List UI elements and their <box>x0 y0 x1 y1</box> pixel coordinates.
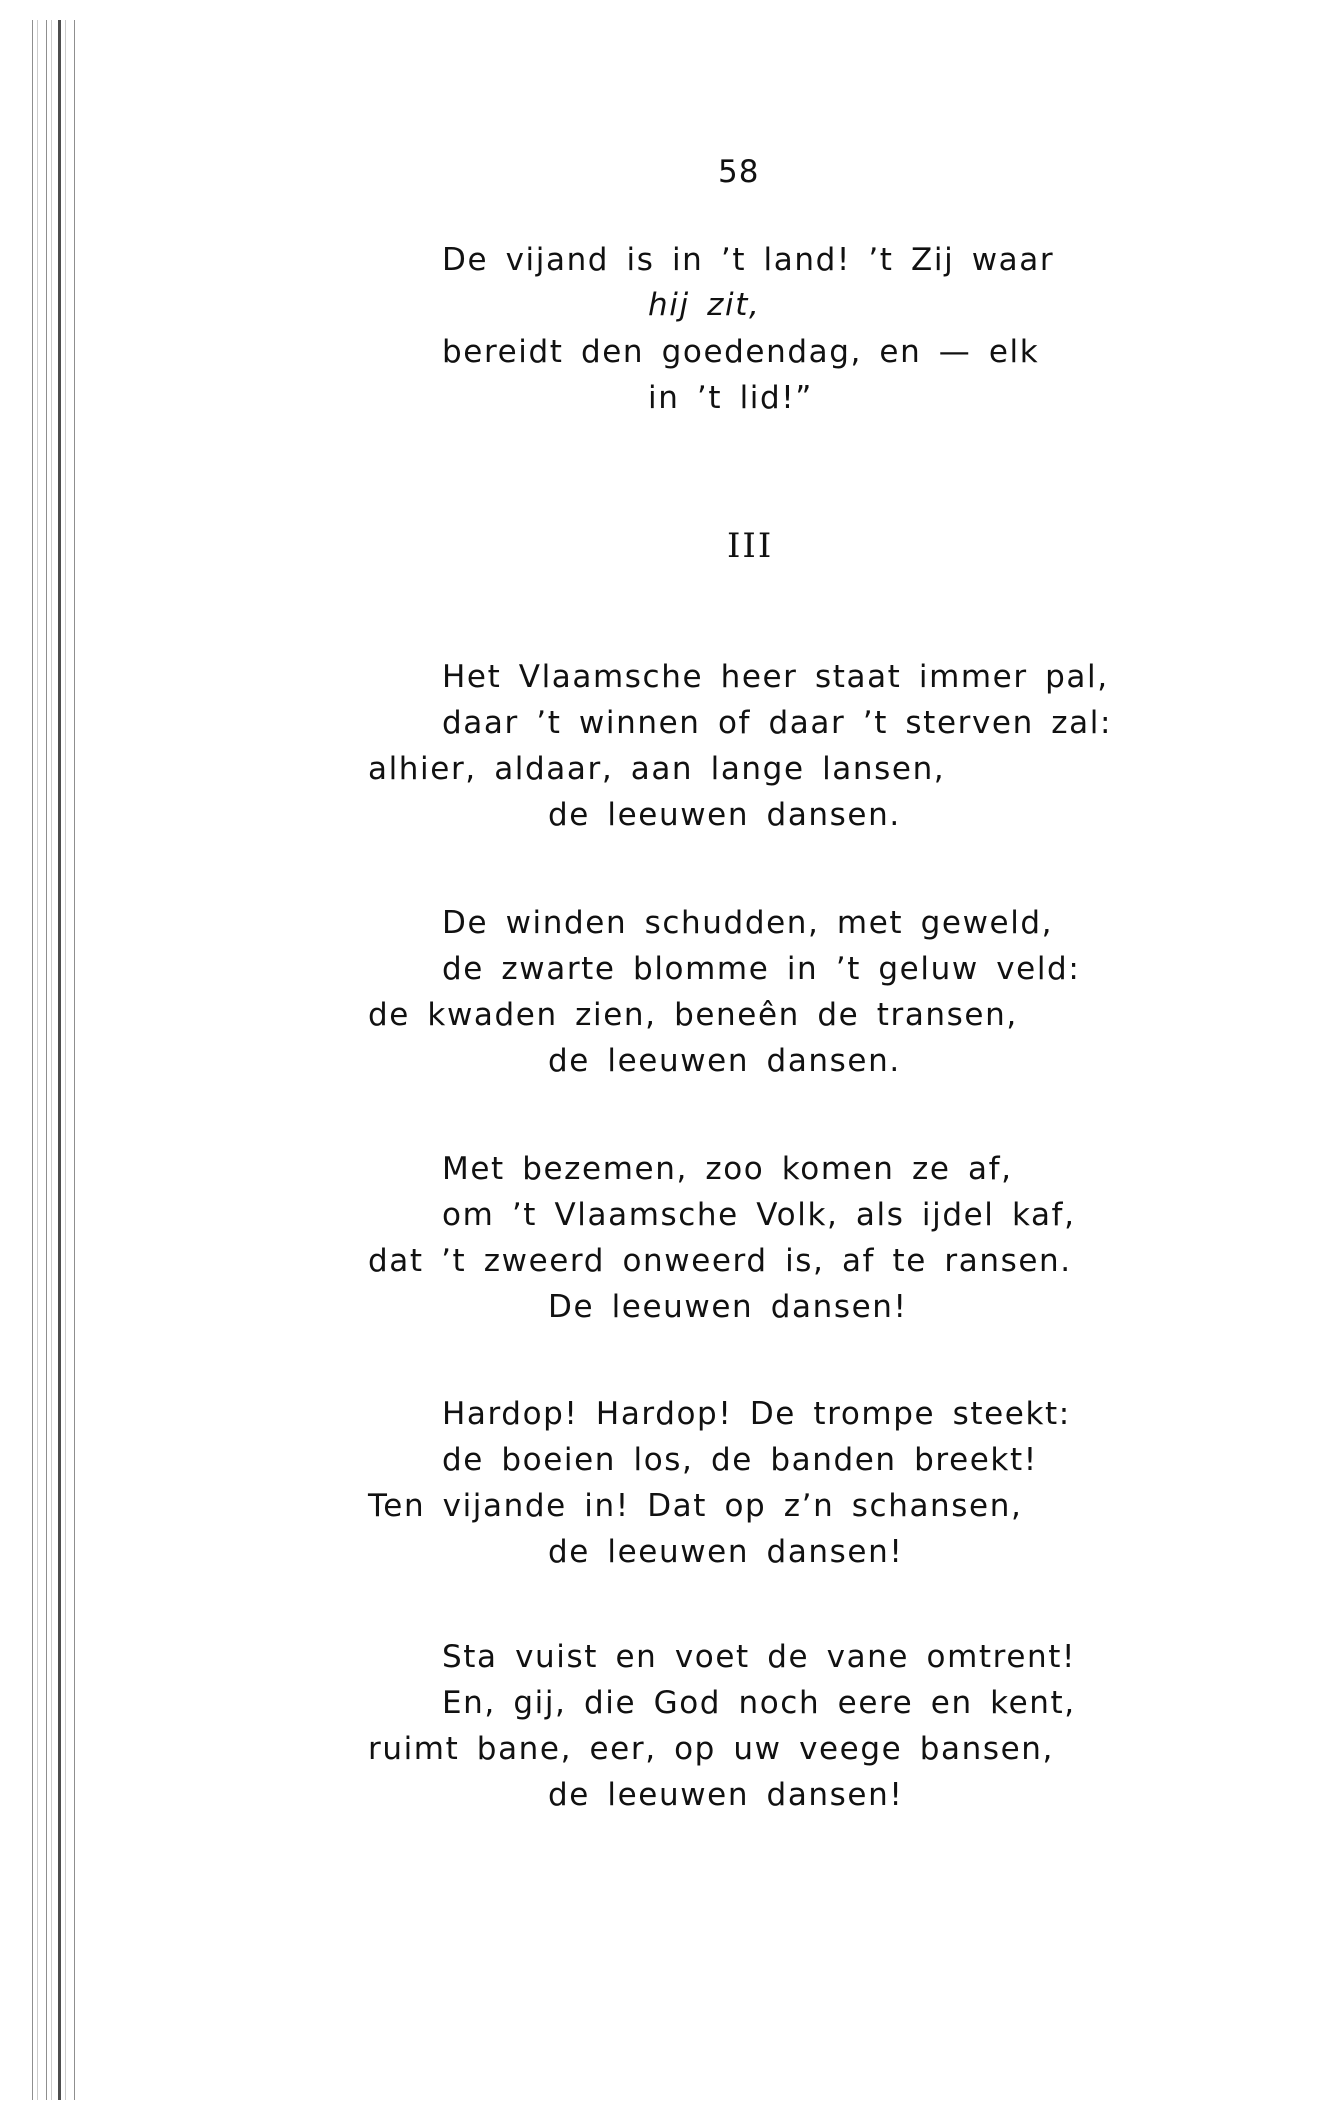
verse-line: De leeuwen dansen! <box>548 1289 908 1325</box>
verse-line: En, gij, die God noch eere en kent, <box>442 1685 1076 1721</box>
verse-line: Sta vuist en voet de vane omtrent! <box>442 1639 1077 1675</box>
verse-line: De vijand is in ’t land! ’t Zij waar <box>442 242 1055 278</box>
verse-line: daar ’t winnen of daar ’t sterven zal: <box>442 705 1113 741</box>
verse-line: Het Vlaamsche heer staat immer pal, <box>442 659 1109 695</box>
verse-line: in ’t lid!” <box>648 380 813 416</box>
verse-line: alhier, aldaar, aan lange lansen, <box>368 751 946 787</box>
verse-line: de zwarte blomme in ’t geluw veld: <box>442 951 1081 987</box>
verse-line: bereidt den goedendag, en — elk <box>442 334 1040 370</box>
verse-line: ruimt bane, eer, op uw veege bansen, <box>368 1731 1055 1767</box>
verse-line: de leeuwen dansen. <box>548 1043 901 1079</box>
verse-line: de leeuwen dansen! <box>548 1777 904 1813</box>
verse-line: Met bezemen, zoo komen ze af, <box>442 1151 1013 1187</box>
verse-line: de leeuwen dansen! <box>548 1534 904 1570</box>
verse-line: om ’t Vlaamsche Volk, als ijdel kaf, <box>442 1197 1076 1233</box>
verse-line: Ten vijande in! Dat op z’n schansen, <box>368 1488 1023 1524</box>
verse-line: De winden schudden, met geweld, <box>442 905 1054 941</box>
page-number: 58 <box>718 154 760 190</box>
section-numeral: III <box>727 526 774 566</box>
verse-line: hij zit, <box>648 287 761 323</box>
verse-line: de boeien los, de banden breekt! <box>442 1442 1038 1478</box>
verse-line: de leeuwen dansen. <box>548 797 901 833</box>
verse-line: dat ’t zweerd onweerd is, af te ransen. <box>368 1243 1072 1279</box>
scanned-binding-edge <box>28 20 76 2100</box>
verse-line: de kwaden zien, beneên de transen, <box>368 997 1018 1033</box>
verse-line: Hardop! Hardop! De trompe steekt: <box>442 1396 1071 1432</box>
